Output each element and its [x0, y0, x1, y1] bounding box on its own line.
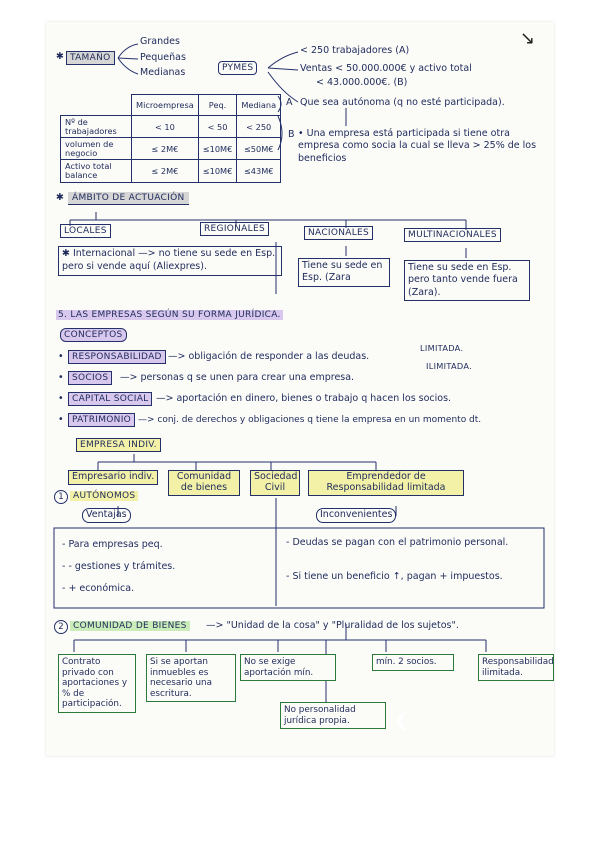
table-cell: ≤ 2M€ — [132, 160, 199, 182]
table-row — [61, 138, 281, 160]
empresa-indiv-title: EMPRESA INDIV. — [76, 438, 161, 452]
table-cell: < 10 — [132, 116, 199, 138]
inconveniente-item: - Si tiene un beneficio ↑, pagan + impuestos. — [286, 571, 503, 582]
empresa-type-empresario: Empresario indiv. — [68, 470, 158, 485]
empresa-type-sociedad-civil: Sociedad Civil — [250, 470, 300, 496]
table-header-cell: Peq. — [198, 95, 237, 116]
comunidad-title: COMUNIDAD DE BIENES — [70, 621, 190, 631]
comunidad-box-aportacion: No se exige aportación mín. — [240, 654, 336, 681]
table-cell: ≤10M€ — [198, 160, 237, 182]
table-cell: ≤ 2M€ — [132, 138, 199, 160]
concept-bullet: • — [58, 393, 64, 404]
pymes-label: PYMES — [218, 61, 257, 75]
pymes-condition-autonoma: Que sea autónoma (q no esté participada). — [300, 97, 505, 108]
comunidad-box-inmuebles: Si se aportan inmuebles es necesario una escritura. — [146, 654, 236, 702]
table-cell: < 50 — [198, 116, 237, 138]
forma-juridica-title: 5. LAS EMPRESAS SEGÚN SU FORMA JURÍDICA. — [58, 310, 281, 320]
ventaja-item: - - gestiones y trámites. — [62, 561, 176, 572]
table-header-row — [61, 95, 281, 116]
comunidad-box-socios: mín. 2 socios. — [372, 654, 454, 671]
concept-def-capital-social: —> aportación en dinero, bienes o trabajo q hacen los socios. — [156, 393, 452, 404]
table-cell: ≤50M€ — [237, 138, 281, 160]
table-header-cell: Microempresa — [132, 95, 199, 116]
concept-bullet: • — [58, 372, 64, 383]
ambito-multinacionales: MULTINACIONALES — [404, 228, 501, 242]
table-row-label: volumen de negocio — [61, 138, 132, 160]
ambito-marker: ✱ — [56, 192, 64, 203]
concept-bullet: • — [58, 351, 64, 362]
size-table — [60, 94, 281, 183]
ventaja-item: - + económica. — [62, 583, 135, 594]
concept-term-responsabilidad: RESPONSABILIDAD — [68, 350, 166, 364]
pymes-condition-b1: Ventas < 50.000.000€ y activo total — [300, 63, 472, 74]
multinacionales-note: Tiene su sede en Esp. pero tanto vende fuera (Zara). — [404, 260, 530, 301]
concept-def-socios: —> personas q se unen para crear una empresa. — [120, 372, 355, 383]
responsabilidad-limitada: LIMITADA. — [420, 343, 464, 353]
comunidad-box-contrato: Contrato privado con aportaciones y % de participación. — [58, 654, 136, 713]
tamano-branch-grandes: Grandes — [140, 36, 180, 47]
ventajas-label: Ventajas — [82, 508, 131, 523]
ambito-locales: LOCALES — [60, 224, 111, 238]
tamano-branch-medianas: Medianas — [140, 67, 186, 78]
notes-page — [46, 22, 554, 756]
ambito-title: ÁMBITO DE ACTUACIÓN — [68, 192, 189, 205]
table-cell: ≤10M€ — [198, 138, 237, 160]
inconvenientes-label: Inconvenientes — [316, 508, 396, 523]
table-cell: ≤43M€ — [237, 160, 281, 182]
tamano-label: TAMAÑO — [66, 51, 115, 65]
table-header-cell — [61, 95, 132, 116]
tamano-marker: ✱ — [56, 51, 64, 62]
empresa-type-emprendedor: Emprendedor de Responsabilidad limitada — [308, 470, 464, 496]
table-row-label: Nº de trabajadores — [61, 116, 132, 138]
conceptos-label: CONCEPTOS — [60, 328, 127, 342]
participada-note: • Una empresa está participada si tiene otra empresa como socia la cual se lleva > 25% de los beneficios — [298, 128, 537, 164]
nacionales-note: Tiene su sede en Esp. (Zara — [298, 258, 390, 287]
concept-def-responsabilidad: —> obligación de responder a las deudas. — [168, 351, 370, 362]
concept-term-capital-social: CAPITAL SOCIAL — [68, 392, 152, 406]
internacional-note: ✱ Internacional —> no tiene su sede en Esp. pero si vende aquí (Aliexpres). — [58, 246, 282, 276]
table-cell: < 250 — [237, 116, 281, 138]
ventaja-item: - Para empresas peq. — [62, 539, 163, 550]
bracket-b-label: B — [288, 129, 295, 140]
pymes-condition-a: < 250 trabajadores (A) — [300, 45, 410, 56]
pen-mark-icon: ❮ — [394, 710, 410, 731]
tamano-branch-pequenas: Pequeñas — [140, 52, 186, 63]
comunidad-box-responsabilidad: Responsabilidad ilimitada. — [478, 654, 554, 681]
comunidad-box-personalidad: No personalidad jurídica propia. — [280, 702, 386, 729]
responsabilidad-ilimitada: ILIMITADA. — [426, 361, 473, 371]
empresa-type-comunidad: Comunidad de bienes — [168, 470, 240, 496]
ambito-regionales: REGIONALES — [200, 222, 269, 236]
table-row — [61, 160, 281, 182]
pymes-condition-b2: < 43.000.000€. (B) — [316, 77, 408, 88]
table-row-label: Activo total balance — [61, 160, 132, 182]
concept-term-socios: SOCIOS — [68, 371, 112, 385]
autonomos-number: 1 — [54, 490, 68, 504]
comunidad-number: 2 — [54, 620, 68, 634]
table-header-cell: Mediana — [237, 95, 281, 116]
bracket-a-label: A — [286, 97, 293, 108]
table-row — [61, 116, 281, 138]
concept-bullet: • — [58, 414, 64, 425]
page-corner-mark-icon: ↘ — [520, 28, 536, 49]
autonomos-title: AUTÓNOMOS — [70, 491, 138, 501]
comunidad-subtitle: —> "Unidad de la cosa" y "Pluralidad de los sujetos". — [206, 620, 459, 631]
concept-term-patrimonio: PATRIMONIO — [68, 413, 135, 427]
concept-def-patrimonio: —> conj. de derechos y obligaciones q tiene la empresa en un momento dt. — [138, 415, 482, 425]
ambito-nacionales: NACIONALES — [304, 226, 373, 240]
inconveniente-item: - Deudas se pagan con el patrimonio personal. — [286, 537, 509, 548]
